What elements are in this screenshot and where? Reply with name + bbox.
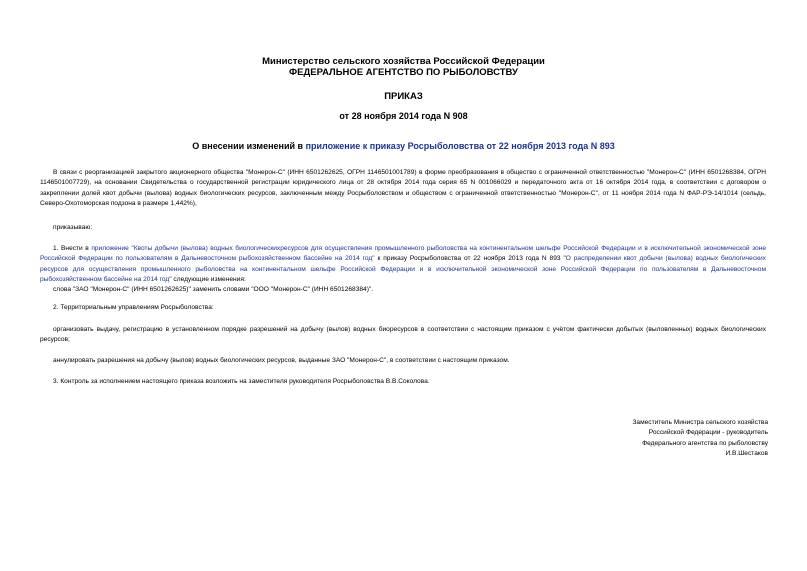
item-1-middle: к приказу Росрыболовства от 22 ноября 2013 года N 893 ": [374, 255, 566, 263]
document-date: от 28 ноября 2014 года N 908: [339, 111, 468, 121]
order-893-link[interactable]: О распределении квот добычи (вылова) водных биологических ресурсов для осуществления промышленного рыболовства на континентальном шельфе Российской Федерации и в исключительной экономической зоне Российской Федерации по пользователям в Дальневосточном рыбохозяйственном бассейне на 2014 год: [40, 255, 766, 283]
paragraph-annul: аннулировать разрешения на добычу (вылов) водных биологических ресурсов, выданные ЗАО "Монерон-С", в соответствии с настоящим приказом.: [53, 357, 510, 364]
paragraph-item-2: 2. Территориальным управлениям Росрыболовства:: [53, 304, 214, 311]
signature-block: [500, 418, 768, 460]
signature-line-3: Федерального агентства по рыболовству: [642, 439, 768, 447]
paragraph-organize: организовать выдачу, регистрацию в установленном порядке разрешений на добычу (вылов) водных биоресурсов в соответствии с настоящим приказом с учётом фактически добытых (выловленных) водных биологических ресурсов;: [40, 326, 766, 344]
signature-name: И.В.Шестаков: [725, 450, 768, 458]
signature-line-2: Российской Федерации - руководитель: [648, 429, 768, 437]
title-prefix: О внесении изменений в: [192, 141, 306, 151]
document-title: [0, 141, 807, 152]
ministry-name: Министерство сельского хозяйства Российской Федерации: [262, 56, 545, 67]
appendix-link[interactable]: приложение "Квоты добычи (вылова) водных биологическихресурсов для осуществления промышленного рыболовства на континентальном шельфе Российской Федерации и в исключительной экономической зоне Российской Федерации по пользователям в Дальневосточном рыбохозяйственном бассейне на 2014 год": [40, 245, 766, 263]
paragraph-replacement: слова "ЗАО "Монерон-С" (ИНН 6501262625)" заменить словами "ООО "Монерон-С" (ИНН 6501268384)".: [53, 286, 374, 293]
title-link[interactable]: приложение к приказу Росрыболовства от 22 ноября 2013 года N 893: [305, 141, 615, 151]
paragraph-item-1: [40, 244, 766, 285]
item-1-prefix: 1. Внести в: [53, 245, 92, 252]
signature-line-1: Заместитель Министра сельского хозяйства: [632, 419, 768, 426]
document-type: ПРИКАЗ: [384, 91, 423, 102]
paragraph-item-3: 3. Контроль за исполнением настоящего приказа возложить на заместителя руководителя Росрыболовства В.В.Соколова.: [53, 378, 430, 385]
paragraph-order-word: приказываю:: [53, 224, 93, 231]
paragraph-preamble: В связи с реорганизацией закрытого акционерного общества "Монерон-С" (ИНН 6501262625, ОГРН 1146501001789) в форме преобразования в общество с ограниченной ответственностью "Монерон-С" (ИНН 6501268384, ОГРН 1146501007729), на основании Свидетельства о государственной регистрации юридического лица от 28 октября 2014 года серия 65 N 001066029 и передаточного акта от 16 октября 2014 года, в соответствии с договором о закреплении долей квот добычи (вылова) водных биологических ресурсов, заключенным между Росрыболовством и обществом с ограниченной ответственностью "Монерон-С", от 11 ноября 2014 года N ФАР-РЭ-14/1014 (сельдь, Северо-Охотоморская подзона в размере 1,442%),: [40, 169, 766, 207]
item-1-suffix: " следующие изменения:: [169, 275, 246, 283]
agency-name: ФЕДЕРАЛЬНОЕ АГЕНТСТВО ПО РЫБОЛОВСТВУ: [289, 67, 518, 78]
